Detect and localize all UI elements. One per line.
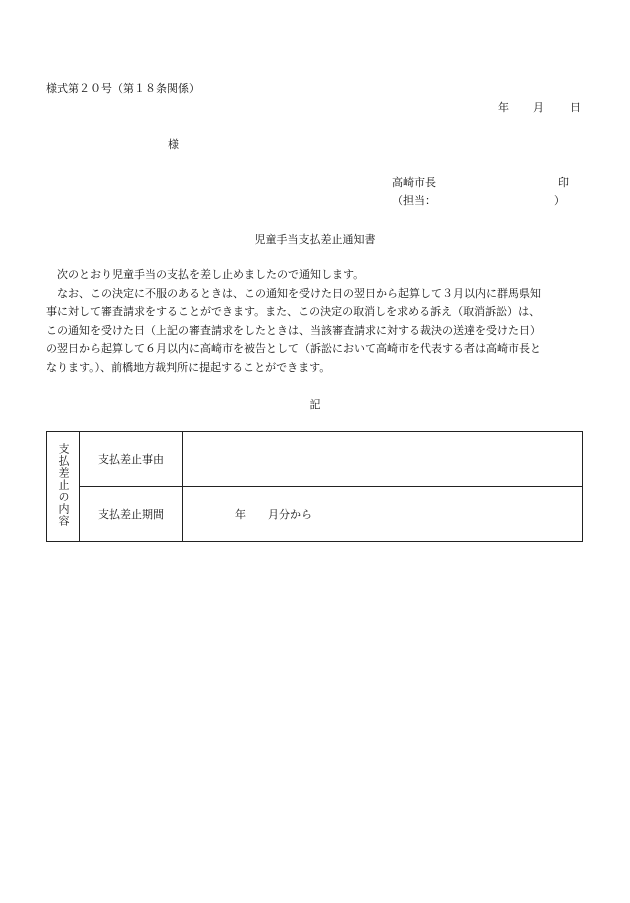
vertical-header-text: 支払差止の内容 [57,443,70,527]
reason-value-cell[interactable] [183,432,583,487]
issuer-line [392,176,569,190]
body-line-5: の翌日から起算して６月以内に高崎市を被告として（訴訟において高崎市を代表する者は高崎市長と [46,342,541,355]
date-day-label: 日 [570,101,581,114]
period-year-label: 年 [235,508,246,521]
body-line-1: 次のとおり児童手当の支払を差し止めましたので通知します。 [57,268,365,281]
period-value-cell[interactable] [183,487,583,542]
reason-label-cell [80,432,183,487]
body-line-2: なお、この決定に不服のあるときは、この通知を受けた日の翌日から起算して３月以内に群馬県知 [57,286,541,300]
period-label: 支払差止期間 [98,508,164,521]
contact-line [392,194,565,208]
table-row [47,487,583,542]
form-number: 様式第２０号（第１８条関係） [46,82,200,95]
period-month-from-label: 月分から [268,508,312,521]
date-year-label: 年 [498,101,509,114]
table-row [47,432,583,487]
date-line [498,101,581,115]
body-line-4: この通知を受けた日（上記の審査請求をしたときは、当該審査請求に対する裁決の送達を受けた日） [46,323,541,337]
date-month-label: 月 [533,101,544,114]
vertical-header-cell [47,432,80,542]
body-line-6: なります。）、前橋地方裁判所に提起することができます。 [46,360,331,374]
addressee-suffix: 様 [168,138,179,151]
content-table [46,431,583,542]
reason-label: 支払差止事由 [98,453,164,466]
body-text [46,266,586,377]
seal-mark: 印 [558,176,569,189]
period-label-cell [80,487,183,542]
document-title-text: 児童手当支払差止通知書 [254,233,376,246]
body-line-3: 事に対して審査請求をすることができます。また、この決定の取消しを求める訴え（取消訴訟）は、 [46,305,541,318]
contact-close: ） [554,194,565,207]
issuer-name: 高崎市長 [392,176,436,189]
contact-label: （担当： [392,194,436,207]
ki-heading: 記 [309,398,321,411]
document-title [0,233,630,247]
